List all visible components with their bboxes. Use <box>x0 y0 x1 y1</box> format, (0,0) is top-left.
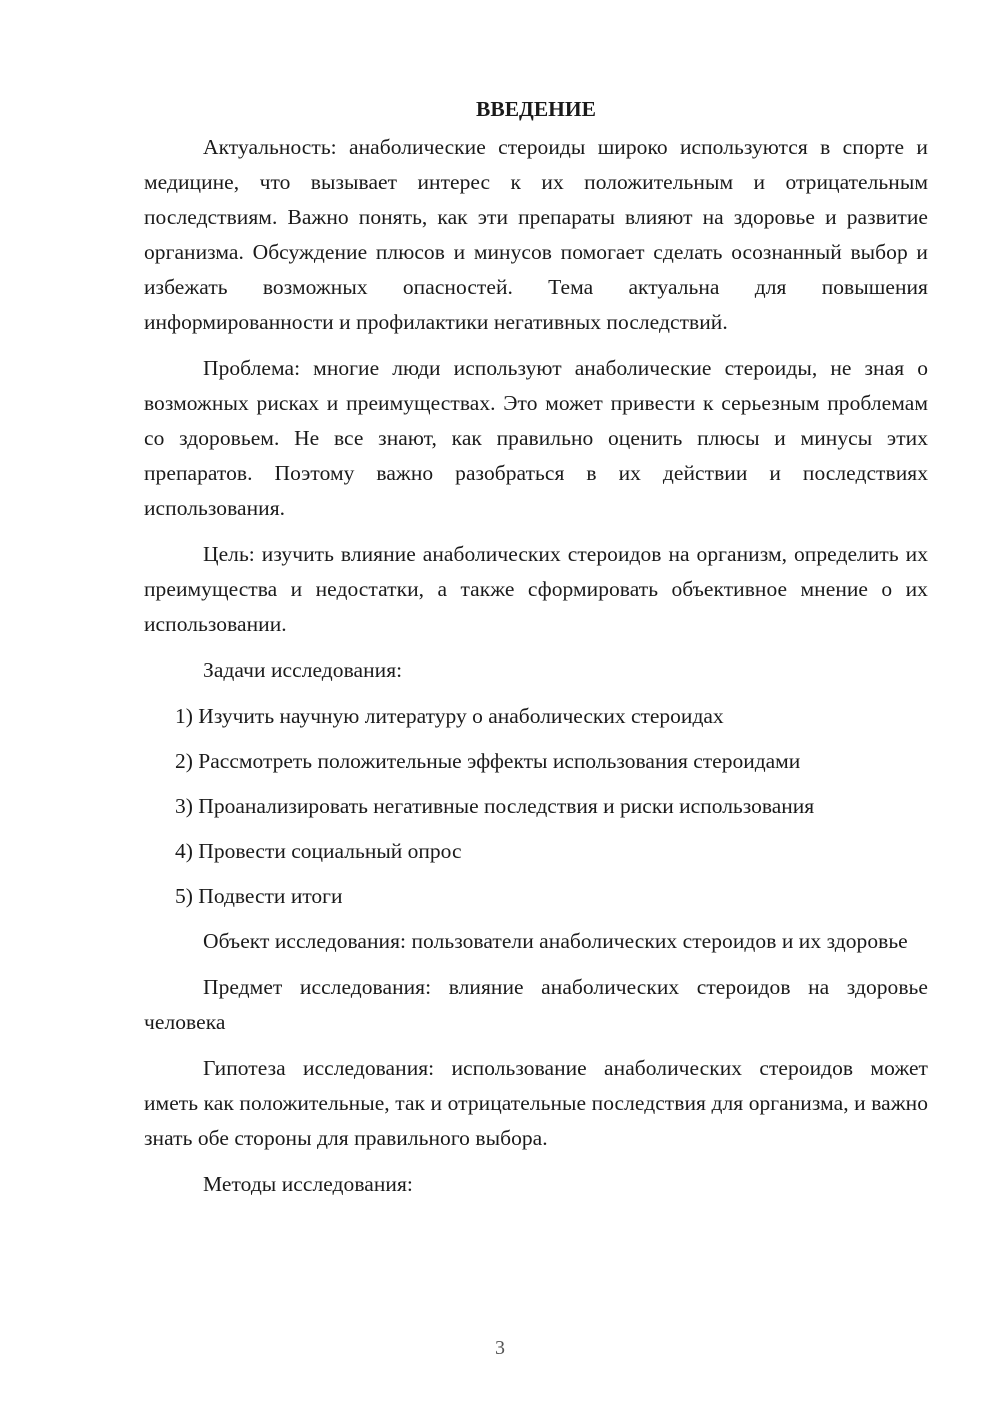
list-item-text: Изучить научную литературу о анаболических стероидах <box>198 704 724 728</box>
list-item <box>144 879 928 914</box>
list-item-number: 5) <box>175 884 193 908</box>
list-item <box>144 699 928 734</box>
list-item-number: 1) <box>175 704 193 728</box>
list-item-text: Провести социальный опрос <box>198 839 462 863</box>
paragraph-goal: Цель: изучить влияние анаболических стероидов на организм, определить их преимущества и недостатки, а также сформировать объективное мнение о их использовании. <box>144 542 928 636</box>
page-content <box>144 92 928 1213</box>
paragraph-subject: Предмет исследования: влияние анаболических стероидов на здоровье человека <box>144 975 928 1034</box>
list-item <box>144 834 928 869</box>
list-item-text: Рассмотреть положительные эффекты использования стероидами <box>198 749 801 773</box>
tasks-heading: Задачи исследования: <box>203 658 403 682</box>
list-item-number: 2) <box>175 749 193 773</box>
list-item <box>144 789 928 824</box>
list-item-number: 4) <box>175 839 193 863</box>
list-item-text: Подвести итоги <box>198 884 343 908</box>
paragraph-object: Объект исследования: пользователи анаболических стероидов и их здоровье <box>203 929 908 953</box>
list-item-text: Проанализировать негативные последствия и риски использования <box>198 794 815 818</box>
paragraph-relevance: Актуальность: анаболические стероиды широко используются в спорте и медицине, что вызывает интерес к их положительным и отрицательным последствиям. Важно понять, как эти препараты влияют на здоровье и развитие организма. Обсуждение плюсов и минусов помогает сделать осознанный выбор и избежать возможных опасностей. Тема актуальна для повышения информированности и профилактики негативных последствий. <box>144 135 928 334</box>
tasks-list <box>144 699 928 914</box>
paragraph-problem: Проблема: многие люди используют анаболические стероиды, не зная о возможных рисках и преимуществах. Это может привести к серьезным проблемам со здоровьем. Не все знают, как правильно оценить плюсы и минусы этих препаратов. Поэтому важно разобраться в их действии и последствиях использования. <box>144 356 928 520</box>
paragraph-hypothesis: Гипотеза исследования: использование анаболических стероидов может иметь как положительные, так и отрицательные последствия для организма, и важно знать обе стороны для правильного выбора. <box>144 1056 928 1150</box>
list-item <box>144 744 928 779</box>
page-number: 3 <box>495 1337 505 1359</box>
methods-heading: Методы исследования: <box>203 1172 413 1196</box>
list-item-number: 3) <box>175 794 193 818</box>
section-title: ВВЕДЕНИЕ <box>476 97 596 121</box>
